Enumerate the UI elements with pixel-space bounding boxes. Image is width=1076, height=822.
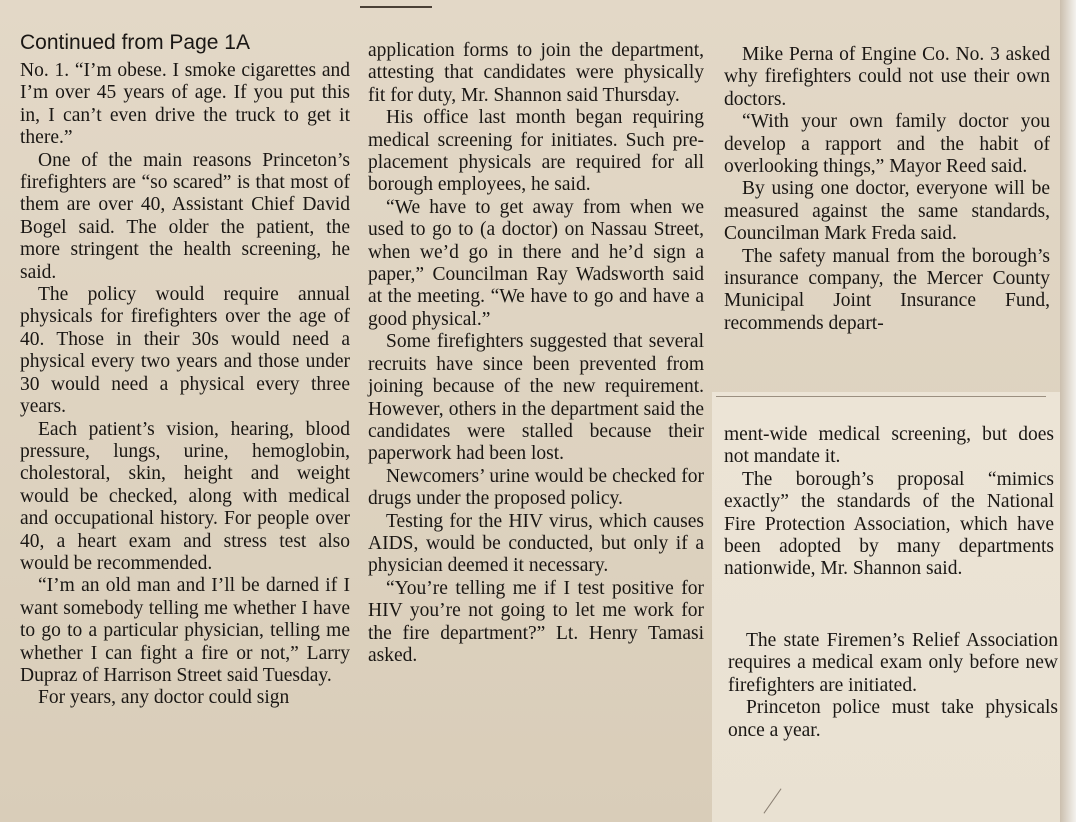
paragraph: Each patient’s vision, hearing, blood pressure, lungs, urine, hemoglobin, cholestoral, skin, height and weight would be checked, along with medical and occupational history. For people over 40, a heart exam and stress test also would be recommended. xyxy=(20,418,350,574)
column-2 xyxy=(368,40,704,667)
paragraph: The policy would require annual physicals for firefighters over the age of 40. Those in their 30s would need a physical every two years and those under 30 would need a physical every three years. xyxy=(20,284,350,418)
paragraph: Princeton police must take physicals once a year. xyxy=(728,697,1058,741)
paper-edge xyxy=(1060,0,1076,822)
paragraph: The safety manual from the borough’s insurance company, the Mercer County Municipal Joint Insurance Fund, recommends depart- xyxy=(724,245,1050,334)
paragraph: application forms to join the department, attesting that candidates were physically fit for duty, Mr. Shannon said Thursday. xyxy=(368,40,704,106)
paragraph: Newcomers’ urine would be checked for drugs under the proposed policy. xyxy=(368,465,704,510)
paragraph: No. 1. “I’m obese. I smoke cigarettes and I’m over 45 years of age. If you put this in, I can’t even drive the truck to get it there.” xyxy=(20,60,350,149)
top-rule xyxy=(360,6,432,8)
paragraph: His office last month began requiring medical screening for initiates. Such pre-placement physicals are required for all borough employees, he said. xyxy=(368,107,704,196)
paragraph: ment-wide medical screening, but does not mandate it. xyxy=(724,424,1054,468)
paragraph: The borough’s proposal “mimics exactly” the standards of the National Fire Protection Association, which have been adopted by many departments nationwide, Mr. Shannon said. xyxy=(724,468,1054,580)
patch-rule xyxy=(716,396,1046,397)
column-3-top xyxy=(724,44,1050,335)
column-1 xyxy=(20,30,350,710)
paragraph: By using one doctor, everyone will be measured against the same standards, Councilman Mark Freda said. xyxy=(724,178,1050,245)
column-3-bottom xyxy=(728,630,1058,742)
paragraph: Testing for the HIV virus, which causes AIDS, would be conducted, but only if a physician deemed it necessary. xyxy=(368,510,704,577)
paragraph: For years, any doctor could sign xyxy=(38,687,290,709)
paragraph: “With your own family doctor you develop a rapport and the habit of overlooking things,” Mayor Reed said. xyxy=(724,111,1050,178)
paragraph: Some firefighters suggested that several recruits have since been prevented from joining because of the new requirement. However, others in the department said the candidates were stalled because their paperwork had been lost. xyxy=(368,331,704,465)
paragraph: Mike Perna of Engine Co. No. 3 asked why firefighters could not use their own doctors. xyxy=(724,44,1050,110)
continued-label: Continued from Page 1A xyxy=(20,31,250,54)
column-3-middle xyxy=(724,424,1054,581)
paragraph: “We have to get away from when we used to go to (a doctor) on Nassau Street, when we’d go in there and he’d sign a paper,” Councilman Ray Wadsworth said at the meeting. “We have to go and have a good physical.” xyxy=(368,196,704,330)
paragraph: “You’re telling me if I test positive for HIV you’re not going to let me work for the fire department?” Lt. Henry Tamasi asked. xyxy=(368,577,704,666)
paragraph: The state Firemen’s Relief Association requires a medical exam only before new firefighters are initiated. xyxy=(728,630,1058,696)
paragraph: One of the main reasons Princeton’s firefighters are “so scared” is that most of them are over 40, Assistant Chief David Bogel said. The older the patient, the more stringent the health screening, he said. xyxy=(20,149,350,283)
paragraph: “I’m an old man and I’ll be darned if I want somebody telling me whether I have to go to a particular physician, telling me whether I can fight a fire or not,” Larry Dupraz of Harrison Street said Tuesday. xyxy=(20,575,350,686)
